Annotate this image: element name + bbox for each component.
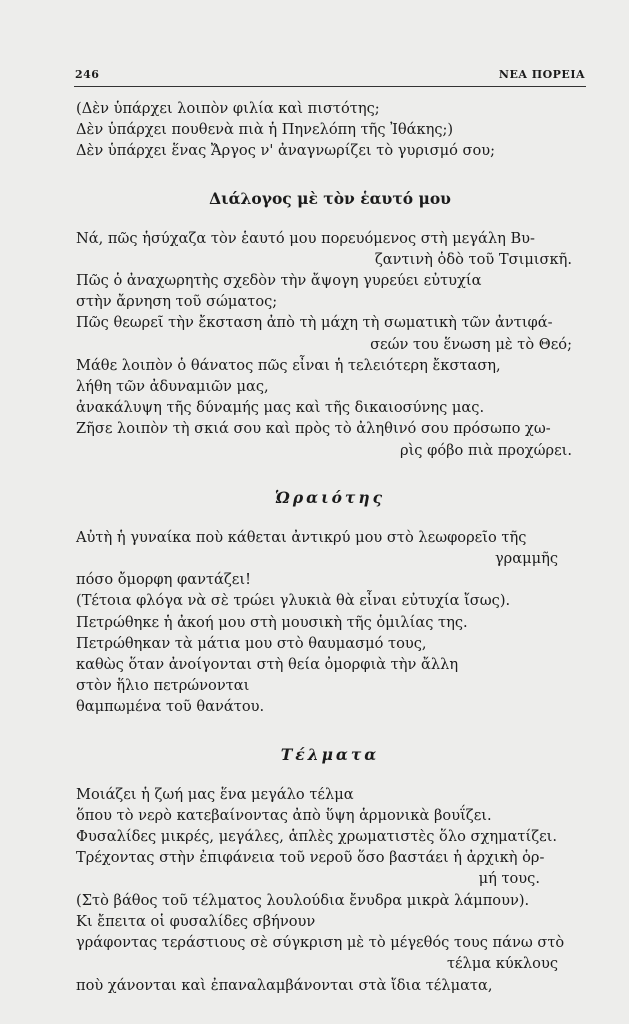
verse-line: σεών του ἕνωση μὲ τὸ Θεό; (370, 335, 572, 353)
verse-line: Πῶς ὁ ἀναχωρητὴς σχεδὸν τὴν ἄψογη γυρεύει εὐτυχία (76, 272, 482, 290)
verse-line: Ζῆσε λοιπὸν τὴ σκιά σου καὶ πρὸς τὸ ἀληθινό σου πρόσωπο χω- (76, 420, 551, 438)
verse-line: καθὼς ὅταν ἀνοίγονται στὴ θεία ὀμορφιὰ τὴν ἄλλη (76, 656, 459, 674)
verse-line: μή τους. (478, 870, 540, 888)
verse-line: Κι ἔπειτα οἱ φυσαλίδες σβήνουν (76, 912, 316, 930)
verse-line: Πῶς θεωρεῖ τὴν ἔκσταση ἀπὸ τὴ μάχη τὴ σωματικὴ τῶν ἀντιφά- (76, 314, 553, 332)
verse-line: Πετρώθηκε ἡ ἀκοή μου στὴ μουσικὴ τῆς ὁμιλίας της. (76, 613, 468, 631)
verse-line: (Τέτοια φλόγα νὰ σὲ τρώει γλυκιὰ θὰ εἶναι εὐτυχία ἴσως). (76, 592, 511, 610)
verse-line: Νά, πῶς ἡσύχαζα τὸν ἑαυτό μου πορευόμενος στὴ μεγάλη Βυ- (76, 229, 535, 247)
running-header (75, 68, 585, 84)
verse-line: πόσο ὄμορφη φαντάζει! (76, 571, 251, 589)
verse-line: Τρέχοντας στὴν ἐπιφάνεια τοῦ νεροῦ ὅσο βαστάει ἡ ἀρχικὴ ὁρ- (76, 849, 545, 867)
poem-title: Διάλογος μὲ τὸν ἑαυτό μου (209, 188, 451, 208)
poem-title: Ὡραιότης (274, 487, 386, 507)
verse-line: γράφοντας τεράστιους σὲ σύγκριση μὲ τὸ μέγεθός τους πάνω στὸ (76, 934, 565, 952)
poem-title: Τέλματα (280, 744, 380, 764)
verse-line: Φυσαλίδες μικρές, μεγάλες, ἁπλὲς χρωματιστὲς ὅλο σχηματίζει. (76, 828, 558, 846)
text-line: Δὲν ὑπάρχει πουθενὰ πιὰ ἡ Πηνελόπη τῆς Ἰθάκης;) (76, 121, 454, 139)
verse-line: ὅπου τὸ νερὸ κατεβαίνοντας ἀπὸ ὕψη ἁρμονικὰ βουΐζει. (76, 806, 492, 824)
journal-title: ΝΕΑ ΠΟΡΕΙΑ (498, 68, 585, 81)
verse-line: θαμπωμένα τοῦ θανάτου. (76, 698, 265, 716)
verse-line: (Στὸ βάθος τοῦ τέλματος λουλούδια ἔνυδρα μικρὰ λάμπουν). (76, 891, 530, 909)
text-line: (Δὲν ὑπάρχει λοιπὸν φιλία καὶ πιστότης; (76, 100, 380, 117)
verse-line: ζαντινὴ ὁδὸ τοῦ Τσιμισκῆ. (374, 250, 572, 268)
verse-line: ρὶς φόβο πιὰ προχώρει. (400, 441, 572, 459)
verse-line: ἀνακάλυψη τῆς δύναμής μας καὶ τῆς δικαιοσύνης μας. (76, 399, 485, 417)
text-line: Δὲν ὑπάρχει ἕνας Ἄργος ν' ἀναγνωρίζει τὸ γυρισμό σου; (76, 142, 496, 160)
header-rule (74, 86, 586, 87)
verse-line: Μάθε λοιπὸν ὁ θάνατος πῶς εἶναι ἡ τελειότερη ἔκσταση, (76, 356, 501, 374)
verse-line: λήθη τῶν ἀδυναμιῶν μας, (76, 378, 269, 396)
verse-line: στὴν ἄρνηση τοῦ σώματος; (76, 293, 278, 311)
verse-line: ποὺ χάνονται καὶ ἐπαναλαμβάνονται στὰ ἴδια τέλματα, (76, 976, 493, 994)
verse-line: Πετρώθηκαν τὰ μάτια μου στὸ θαυμασμό τους, (76, 634, 427, 652)
verse-line: γραμμῆς (494, 550, 558, 568)
verse-line: τέλμα κύκλους (446, 955, 558, 973)
page-number: 246 (75, 68, 100, 81)
verse-line: Αὐτὴ ἡ γυναίκα ποὺ κάθεται ἀντικρύ μου στὸ λεωφορεῖο τῆς (76, 528, 527, 546)
verse-line: στὸν ἥλιο πετρώνονται (76, 677, 250, 695)
verse-line: Μοιάζει ἡ ζωή μας ἕνα μεγάλο τέλμα (76, 785, 354, 803)
page-body (76, 98, 584, 996)
